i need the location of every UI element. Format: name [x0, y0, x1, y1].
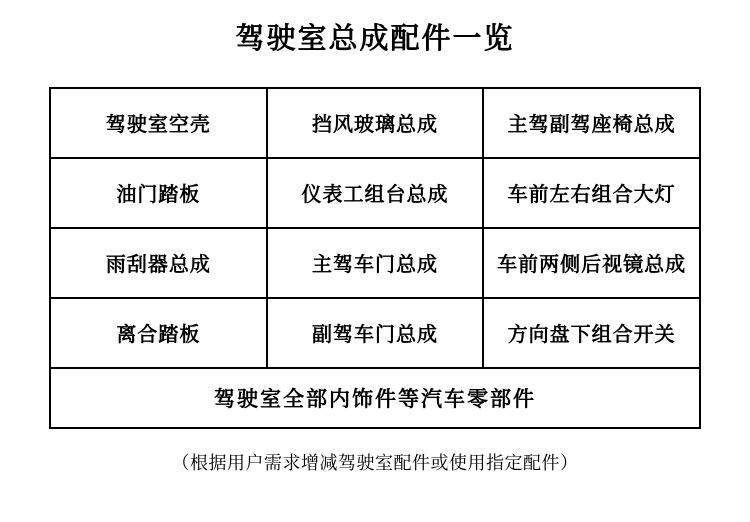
table-cell: 离合踏板	[50, 298, 267, 368]
parts-table-container	[49, 87, 701, 429]
table-cell: 主驾副驾座椅总成	[483, 88, 700, 158]
table-footer-cell: 驾驶室全部内饰件等汽车零部件	[50, 368, 700, 428]
table-row	[50, 228, 700, 298]
table-footer-row	[50, 368, 700, 428]
table-cell: 副驾车门总成	[267, 298, 484, 368]
table-row	[50, 158, 700, 228]
footnote: （根据用户需求增减驾驶室配件或使用指定配件）	[171, 452, 579, 473]
parts-table	[49, 87, 701, 429]
document-page	[0, 22, 750, 522]
table-cell: 车前左右组合大灯	[483, 158, 700, 228]
table-cell: 仪表工组台总成	[267, 158, 484, 228]
table-cell: 方向盘下组合开关	[483, 298, 700, 368]
table-cell: 驾驶室空壳	[50, 88, 267, 158]
table-cell: 挡风玻璃总成	[267, 88, 484, 158]
table-cell: 主驾车门总成	[267, 228, 484, 298]
table-cell: 雨刮器总成	[50, 228, 267, 298]
table-cell: 油门踏板	[50, 158, 267, 228]
page-title: 驾驶室总成配件一览	[235, 23, 515, 55]
table-row	[50, 298, 700, 368]
table-cell: 车前两侧后视镜总成	[483, 228, 700, 298]
table-row	[50, 88, 700, 158]
